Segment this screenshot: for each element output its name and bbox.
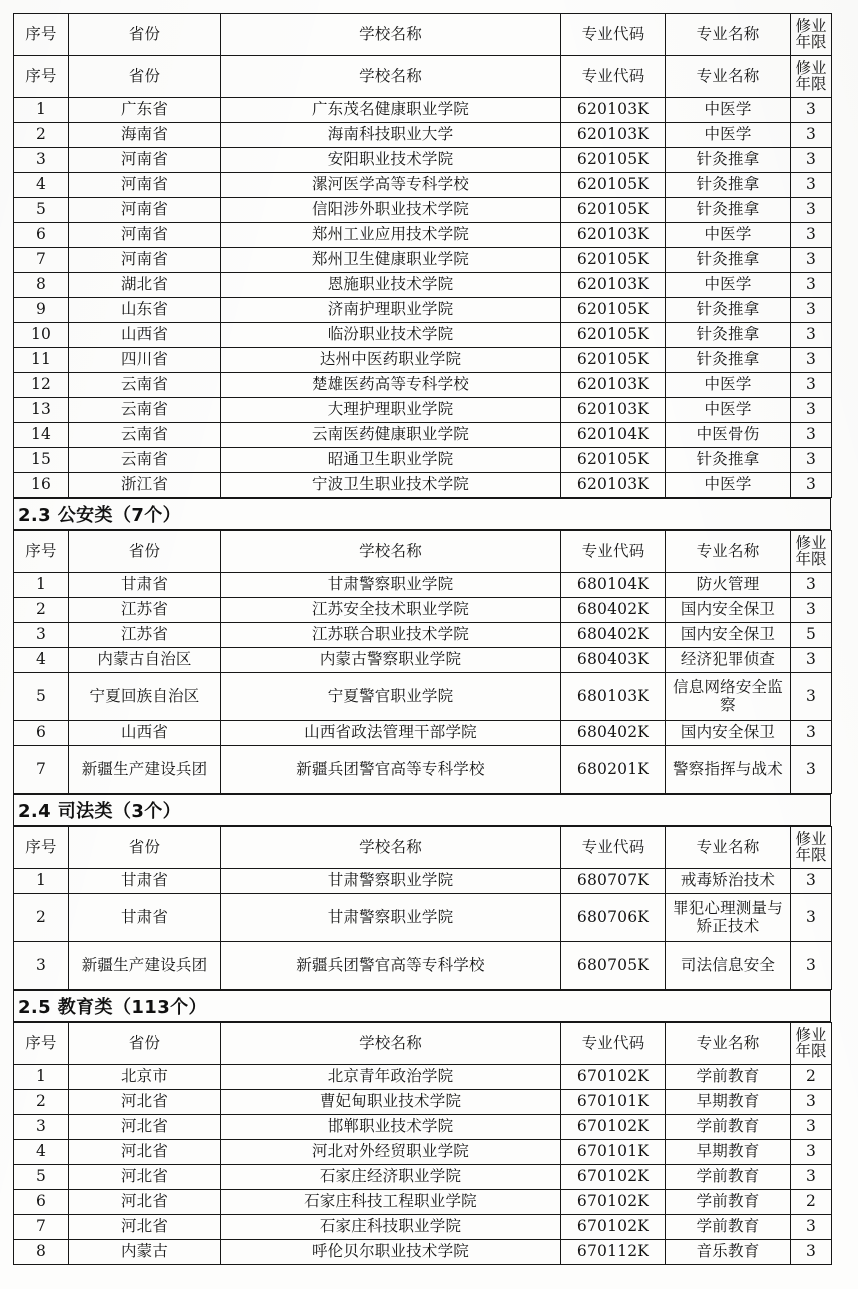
section-heading-education: 2.5 教育类（113个） (14, 991, 831, 1022)
cell-major-code: 620105K (561, 323, 666, 348)
cell-years: 3 (791, 423, 832, 448)
column-header-school: 学校名称 (221, 531, 561, 573)
cell-school: 甘肃警察职业学院 (221, 869, 561, 894)
cell-school: 济南护理职业学院 (221, 298, 561, 323)
column-header-years: 修业年限 (791, 1023, 832, 1065)
cell-major-code: 670101K (561, 1140, 666, 1165)
cell-major-name: 中医学 (666, 123, 791, 148)
cell-index: 5 (14, 673, 69, 721)
table-row (14, 348, 832, 373)
cell-major-code: 680402K (561, 598, 666, 623)
cell-major-code: 680103K (561, 673, 666, 721)
cell-school: 山西省政法管理干部学院 (221, 721, 561, 746)
cell-major-name: 戒毒矫治技术 (666, 869, 791, 894)
cell-major-name: 早期教育 (666, 1140, 791, 1165)
document-body (13, 13, 831, 1265)
cell-major-name: 警察指挥与战术 (666, 746, 791, 794)
cell-index: 2 (14, 894, 69, 942)
cell-school: 江苏联合职业技术学院 (221, 623, 561, 648)
column-header-major-code: 专业代码 (561, 827, 666, 869)
cell-school: 大理护理职业学院 (221, 398, 561, 423)
cell-province: 云南省 (69, 448, 221, 473)
cell-major-name: 学前教育 (666, 1165, 791, 1190)
column-header-major-name: 专业名称 (666, 56, 791, 98)
cell-major-code: 620104K (561, 423, 666, 448)
table-row (14, 248, 832, 273)
cell-school: 甘肃警察职业学院 (221, 573, 561, 598)
cell-province: 江苏省 (69, 598, 221, 623)
cell-major-name: 罪犯心理测量与矫正技术 (666, 894, 791, 942)
column-header-major-name: 专业名称 (666, 1023, 791, 1065)
cell-province: 云南省 (69, 373, 221, 398)
cell-school: 甘肃警察职业学院 (221, 894, 561, 942)
table-row (14, 323, 832, 348)
cell-province: 宁夏回族自治区 (69, 673, 221, 721)
cell-province: 河南省 (69, 223, 221, 248)
cell-major-code: 680104K (561, 573, 666, 598)
cell-index: 4 (14, 1140, 69, 1165)
cell-index: 2 (14, 123, 69, 148)
table-row (14, 398, 832, 423)
table-row (14, 573, 832, 598)
cell-school: 达州中医药职业学院 (221, 348, 561, 373)
cell-major-name: 学前教育 (666, 1190, 791, 1215)
section-heading-table (13, 794, 831, 826)
cell-index: 6 (14, 223, 69, 248)
cell-province: 河北省 (69, 1215, 221, 1240)
cell-years: 3 (791, 248, 832, 273)
table-row (14, 98, 832, 123)
cell-province: 新疆生产建设兵团 (69, 746, 221, 794)
column-header-years: 修业年限 (791, 531, 832, 573)
cell-major-name: 国内安全保卫 (666, 721, 791, 746)
cell-major-name: 国内安全保卫 (666, 623, 791, 648)
cell-province: 云南省 (69, 398, 221, 423)
table-row (14, 673, 832, 721)
table-row (14, 123, 832, 148)
cell-major-code: 620103K (561, 473, 666, 498)
cell-major-code: 680707K (561, 869, 666, 894)
cell-major-name: 针灸推拿 (666, 348, 791, 373)
cell-major-name: 中医学 (666, 373, 791, 398)
cell-years: 3 (791, 348, 832, 373)
table-row (14, 869, 832, 894)
cell-index: 1 (14, 98, 69, 123)
cell-major-name: 国内安全保卫 (666, 598, 791, 623)
column-header-major-code: 专业代码 (561, 531, 666, 573)
cell-school: 广东茂名健康职业学院 (221, 98, 561, 123)
column-header-index: 序号 (14, 14, 69, 56)
table-row (14, 721, 832, 746)
table-row (14, 198, 832, 223)
cell-years: 3 (791, 1240, 832, 1265)
cell-school: 河北对外经贸职业学院 (221, 1140, 561, 1165)
cell-school: 石家庄科技工程职业学院 (221, 1190, 561, 1215)
cell-years: 3 (791, 98, 832, 123)
cell-index: 3 (14, 1115, 69, 1140)
cell-school: 郑州工业应用技术学院 (221, 223, 561, 248)
table-row (14, 746, 832, 794)
cell-major-name: 中医学 (666, 473, 791, 498)
cell-years: 3 (791, 598, 832, 623)
cell-index: 4 (14, 648, 69, 673)
cell-major-code: 620105K (561, 173, 666, 198)
cell-school: 石家庄经济职业学院 (221, 1165, 561, 1190)
cell-major-name: 中医学 (666, 223, 791, 248)
cell-index: 6 (14, 1190, 69, 1215)
cell-major-code: 670102K (561, 1065, 666, 1090)
cell-major-name: 中医学 (666, 398, 791, 423)
table-row (14, 173, 832, 198)
cell-index: 12 (14, 373, 69, 398)
cell-major-code: 670102K (561, 1215, 666, 1240)
cell-major-name: 针灸推拿 (666, 248, 791, 273)
section-heading-judicial: 2.4 司法类（3个） (14, 795, 831, 826)
cell-major-code: 680705K (561, 942, 666, 990)
cell-years: 3 (791, 746, 832, 794)
cell-years: 3 (791, 648, 832, 673)
cell-years: 3 (791, 173, 832, 198)
column-header-province: 省份 (69, 56, 221, 98)
column-header-major-name: 专业名称 (666, 531, 791, 573)
cell-years: 3 (791, 223, 832, 248)
cell-years: 3 (791, 123, 832, 148)
cell-province: 河北省 (69, 1115, 221, 1140)
cell-index: 1 (14, 1065, 69, 1090)
cell-years: 3 (791, 721, 832, 746)
table-row (14, 648, 832, 673)
cell-school: 安阳职业技术学院 (221, 148, 561, 173)
table-row (14, 423, 832, 448)
cell-major-code: 680402K (561, 721, 666, 746)
table-row (14, 598, 832, 623)
cell-major-code: 620105K (561, 448, 666, 473)
cell-years: 3 (791, 673, 832, 721)
cell-index: 4 (14, 173, 69, 198)
cell-index: 10 (14, 323, 69, 348)
cell-major-name: 经济犯罪侦查 (666, 648, 791, 673)
table-row (14, 223, 832, 248)
column-header-index: 序号 (14, 827, 69, 869)
column-header-school: 学校名称 (221, 56, 561, 98)
table-header-row (14, 14, 832, 56)
column-header-school: 学校名称 (221, 827, 561, 869)
cell-province: 河南省 (69, 173, 221, 198)
tables-container (13, 13, 831, 1265)
table-header-row (14, 56, 832, 98)
cell-years: 3 (791, 869, 832, 894)
cell-school: 北京青年政治学院 (221, 1065, 561, 1090)
cell-province: 山东省 (69, 298, 221, 323)
cell-index: 7 (14, 1215, 69, 1240)
cell-major-name: 中医学 (666, 273, 791, 298)
section-heading-public-security: 2.3 公安类（7个） (14, 499, 831, 530)
table-header-row (14, 531, 832, 573)
cell-major-name: 针灸推拿 (666, 198, 791, 223)
cell-major-name: 信息网络安全监察 (666, 673, 791, 721)
cell-province: 河北省 (69, 1140, 221, 1165)
cell-major-code: 670102K (561, 1115, 666, 1140)
cell-index: 7 (14, 746, 69, 794)
table-row (14, 1115, 832, 1140)
cell-major-code: 620105K (561, 298, 666, 323)
table-row (14, 1215, 832, 1240)
cell-school: 云南医药健康职业学院 (221, 423, 561, 448)
cell-major-code: 680402K (561, 623, 666, 648)
column-header-province: 省份 (69, 14, 221, 56)
cell-major-code: 620105K (561, 198, 666, 223)
cell-index: 7 (14, 248, 69, 273)
cell-major-name: 针灸推拿 (666, 298, 791, 323)
cell-years: 3 (791, 398, 832, 423)
cell-major-name: 中医骨伤 (666, 423, 791, 448)
table-row (14, 1240, 832, 1265)
cell-school: 新疆兵团警官高等专科学校 (221, 942, 561, 990)
column-header-years: 修业年限 (791, 14, 832, 56)
cell-index: 3 (14, 623, 69, 648)
cell-school: 恩施职业技术学院 (221, 273, 561, 298)
cell-school: 漯河医学高等专科学校 (221, 173, 561, 198)
cell-index: 14 (14, 423, 69, 448)
cell-major-name: 中医学 (666, 98, 791, 123)
table-header-row (14, 1023, 832, 1065)
cell-index: 3 (14, 942, 69, 990)
data-table-education (13, 1022, 832, 1265)
cell-province: 河北省 (69, 1090, 221, 1115)
cell-major-name: 司法信息安全 (666, 942, 791, 990)
table-row (14, 473, 832, 498)
cell-major-code: 620105K (561, 348, 666, 373)
cell-years: 3 (791, 298, 832, 323)
table-header-row (14, 827, 832, 869)
cell-years: 3 (791, 1090, 832, 1115)
cell-major-code: 620103K (561, 398, 666, 423)
column-header-province: 省份 (69, 1023, 221, 1065)
data-table-medical-continued (13, 13, 832, 498)
cell-province: 河南省 (69, 248, 221, 273)
cell-major-code: 620103K (561, 98, 666, 123)
cell-province: 浙江省 (69, 473, 221, 498)
cell-index: 9 (14, 298, 69, 323)
cell-school: 曹妃甸职业技术学院 (221, 1090, 561, 1115)
cell-index: 3 (14, 148, 69, 173)
cell-index: 16 (14, 473, 69, 498)
cell-school: 新疆兵团警官高等专科学校 (221, 746, 561, 794)
cell-years: 3 (791, 198, 832, 223)
cell-major-name: 针灸推拿 (666, 148, 791, 173)
cell-major-code: 620103K (561, 373, 666, 398)
cell-years: 3 (791, 373, 832, 398)
table-row (14, 448, 832, 473)
column-header-province: 省份 (69, 531, 221, 573)
cell-school: 海南科技职业大学 (221, 123, 561, 148)
cell-major-code: 680403K (561, 648, 666, 673)
cell-province: 甘肃省 (69, 869, 221, 894)
table-row (14, 942, 832, 990)
cell-province: 北京市 (69, 1065, 221, 1090)
cell-province: 河北省 (69, 1190, 221, 1215)
table-row (14, 894, 832, 942)
table-row (14, 623, 832, 648)
table-row (14, 373, 832, 398)
cell-years: 3 (791, 942, 832, 990)
cell-province: 内蒙古自治区 (69, 648, 221, 673)
cell-major-name: 针灸推拿 (666, 323, 791, 348)
cell-major-code: 620103K (561, 123, 666, 148)
cell-school: 呼伦贝尔职业技术学院 (221, 1240, 561, 1265)
cell-years: 3 (791, 1140, 832, 1165)
cell-province: 湖北省 (69, 273, 221, 298)
cell-years: 2 (791, 1065, 832, 1090)
cell-major-code: 620105K (561, 148, 666, 173)
cell-years: 5 (791, 623, 832, 648)
column-header-years: 修业年限 (791, 827, 832, 869)
cell-index: 6 (14, 721, 69, 746)
cell-province: 山西省 (69, 721, 221, 746)
data-table-judicial (13, 826, 832, 990)
cell-years: 3 (791, 473, 832, 498)
column-header-major-name: 专业名称 (666, 827, 791, 869)
cell-province: 新疆生产建设兵团 (69, 942, 221, 990)
cell-major-name: 早期教育 (666, 1090, 791, 1115)
cell-school: 昭通卫生职业学院 (221, 448, 561, 473)
cell-major-code: 670101K (561, 1090, 666, 1115)
table-row (14, 148, 832, 173)
table-row (14, 1065, 832, 1090)
table-row (14, 1140, 832, 1165)
data-table-public-security (13, 530, 832, 794)
cell-province: 甘肃省 (69, 894, 221, 942)
cell-years: 2 (791, 1190, 832, 1215)
cell-province: 河南省 (69, 198, 221, 223)
cell-major-code: 670102K (561, 1190, 666, 1215)
cell-school: 石家庄科技职业学院 (221, 1215, 561, 1240)
column-header-index: 序号 (14, 1023, 69, 1065)
cell-major-code: 670102K (561, 1165, 666, 1190)
column-header-province: 省份 (69, 827, 221, 869)
table-row (14, 298, 832, 323)
column-header-years: 修业年限 (791, 56, 832, 98)
cell-years: 3 (791, 148, 832, 173)
cell-province: 内蒙古 (69, 1240, 221, 1265)
cell-years: 3 (791, 448, 832, 473)
cell-school: 内蒙古警察职业学院 (221, 648, 561, 673)
cell-school: 楚雄医药高等专科学校 (221, 373, 561, 398)
column-header-index: 序号 (14, 56, 69, 98)
cell-major-code: 620103K (561, 273, 666, 298)
table-row (14, 1165, 832, 1190)
cell-school: 宁波卫生职业技术学院 (221, 473, 561, 498)
cell-index: 13 (14, 398, 69, 423)
cell-province: 江苏省 (69, 623, 221, 648)
cell-years: 3 (791, 894, 832, 942)
cell-province: 四川省 (69, 348, 221, 373)
column-header-school: 学校名称 (221, 1023, 561, 1065)
cell-school: 信阳涉外职业技术学院 (221, 198, 561, 223)
cell-major-name: 学前教育 (666, 1215, 791, 1240)
cell-major-name: 针灸推拿 (666, 173, 791, 198)
cell-major-name: 学前教育 (666, 1065, 791, 1090)
column-header-major-code: 专业代码 (561, 1023, 666, 1065)
cell-years: 3 (791, 573, 832, 598)
cell-province: 甘肃省 (69, 573, 221, 598)
cell-years: 3 (791, 323, 832, 348)
cell-major-name: 学前教育 (666, 1115, 791, 1140)
cell-years: 3 (791, 1165, 832, 1190)
section-heading-table (13, 498, 831, 530)
cell-major-name: 音乐教育 (666, 1240, 791, 1265)
cell-school: 临汾职业技术学院 (221, 323, 561, 348)
cell-index: 8 (14, 273, 69, 298)
cell-index: 5 (14, 198, 69, 223)
column-header-major-code: 专业代码 (561, 56, 666, 98)
column-header-major-code: 专业代码 (561, 14, 666, 56)
cell-province: 河南省 (69, 148, 221, 173)
cell-school: 郑州卫生健康职业学院 (221, 248, 561, 273)
cell-years: 3 (791, 1215, 832, 1240)
table-row (14, 1090, 832, 1115)
cell-index: 1 (14, 573, 69, 598)
cell-province: 河北省 (69, 1165, 221, 1190)
table-row (14, 273, 832, 298)
cell-index: 15 (14, 448, 69, 473)
cell-index: 11 (14, 348, 69, 373)
cell-province: 海南省 (69, 123, 221, 148)
cell-years: 3 (791, 1115, 832, 1140)
cell-school: 邯郸职业技术学院 (221, 1115, 561, 1140)
column-header-school: 学校名称 (221, 14, 561, 56)
cell-index: 2 (14, 1090, 69, 1115)
cell-major-name: 防火管理 (666, 573, 791, 598)
cell-province: 云南省 (69, 423, 221, 448)
cell-province: 山西省 (69, 323, 221, 348)
table-row (14, 1190, 832, 1215)
cell-province: 广东省 (69, 98, 221, 123)
cell-index: 1 (14, 869, 69, 894)
column-header-index: 序号 (14, 531, 69, 573)
section-heading-table (13, 990, 831, 1022)
cell-major-code: 680201K (561, 746, 666, 794)
cell-index: 8 (14, 1240, 69, 1265)
cell-index: 5 (14, 1165, 69, 1190)
cell-index: 2 (14, 598, 69, 623)
cell-years: 3 (791, 273, 832, 298)
cell-school: 宁夏警官职业学院 (221, 673, 561, 721)
cell-major-code: 620105K (561, 248, 666, 273)
cell-school: 江苏安全技术职业学院 (221, 598, 561, 623)
column-header-major-name: 专业名称 (666, 14, 791, 56)
cell-major-code: 620103K (561, 223, 666, 248)
cell-major-code: 680706K (561, 894, 666, 942)
cell-major-code: 670112K (561, 1240, 666, 1265)
cell-major-name: 针灸推拿 (666, 448, 791, 473)
